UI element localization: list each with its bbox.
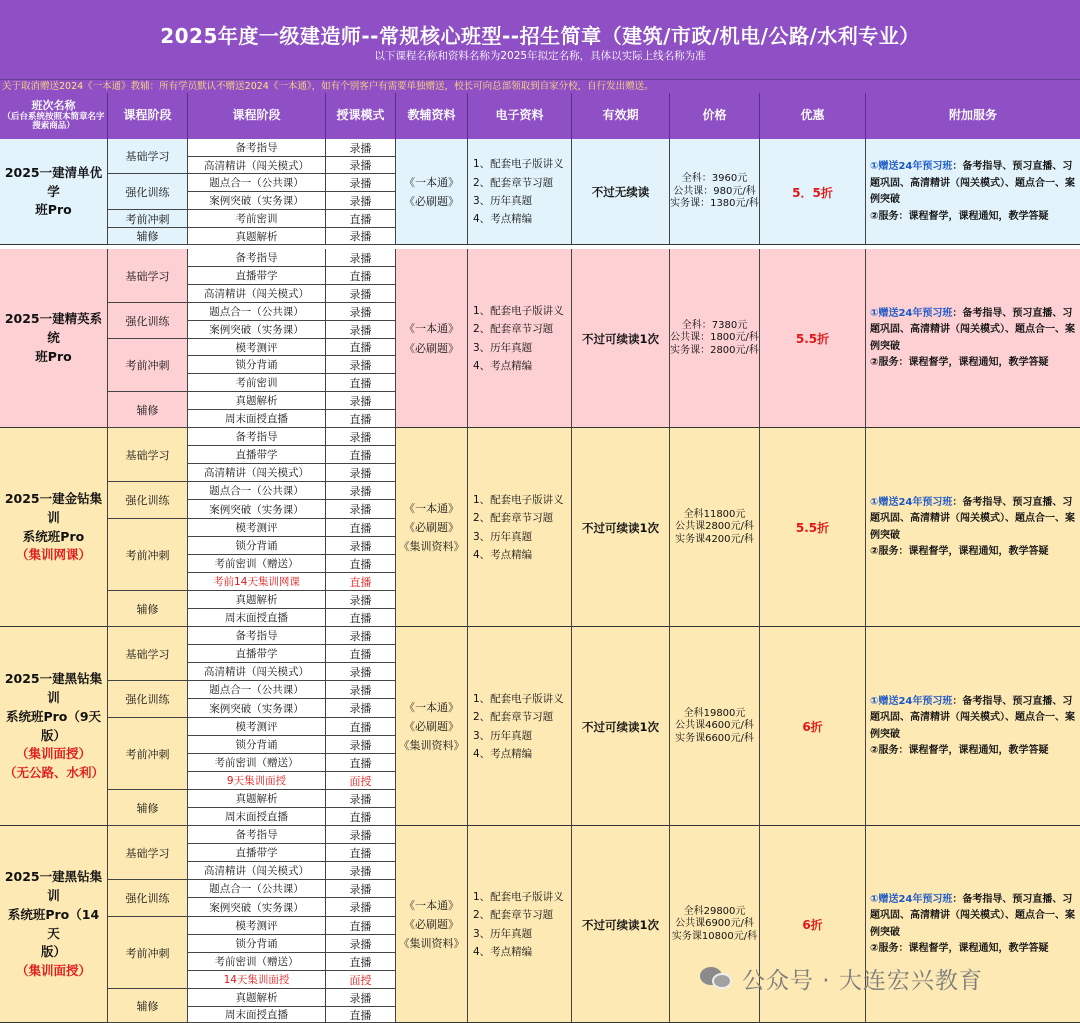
edoc-item: 4、考点精编 xyxy=(473,747,533,760)
price-line: 公共课6900元/科 xyxy=(675,918,754,930)
course-cell: 直播带学 xyxy=(188,844,326,862)
price-cell xyxy=(670,139,760,245)
service-gift-label: ①赠送24年预习班 xyxy=(870,893,953,905)
course-cell: 题点合一（公共课） xyxy=(188,303,326,321)
course-cell: 高清精讲（闯关模式） xyxy=(188,663,326,681)
service-gift xyxy=(870,306,1076,356)
course-cell: 真题解析 xyxy=(188,790,326,808)
mode-cell: 录播 xyxy=(326,482,396,500)
stage-label: 基础学习 xyxy=(125,647,170,661)
mode-cell: 直播 xyxy=(326,339,396,356)
stage-cell xyxy=(108,392,188,428)
service-cell xyxy=(866,139,1080,245)
stage-cell xyxy=(108,880,188,917)
watermark xyxy=(700,958,983,998)
service-support: ②服务：课程督学，课程通知，教学答疑 xyxy=(870,210,1049,222)
mode-cell: 直播 xyxy=(326,754,396,772)
mode-cell: 直播 xyxy=(326,573,396,591)
stage-cell xyxy=(108,519,188,591)
stage-cell xyxy=(108,917,188,989)
stage-label: 考前冲刺 xyxy=(125,212,170,226)
stage-label: 考前冲刺 xyxy=(125,548,170,562)
col-stage: 课程阶段 xyxy=(108,93,188,139)
service-gift-label: ①赠送24年预习班 xyxy=(870,695,953,707)
mode-cell: 录播 xyxy=(326,464,396,482)
class-name-tag: （集训网课） xyxy=(15,547,91,563)
mode-cell: 录播 xyxy=(326,681,396,699)
book-item: 《集训资料》 xyxy=(398,937,465,951)
mode-cell: 录播 xyxy=(326,356,396,374)
stage-cell xyxy=(108,482,188,519)
stage-cell xyxy=(108,718,188,790)
mode-cell: 录播 xyxy=(326,898,396,917)
price-cell xyxy=(670,627,760,826)
col-course: 课程阶段 xyxy=(188,93,326,139)
course-cell: 考前密训 xyxy=(188,374,326,392)
mode-cell: 录播 xyxy=(326,228,396,245)
course-cell: 高清精讲（闯关模式） xyxy=(188,285,326,303)
course-cell: 题点合一（公共课） xyxy=(188,880,326,898)
course-cell: 周末面授直播 xyxy=(188,410,326,428)
col-books: 教辅资料 xyxy=(396,93,468,139)
mode-cell: 直播 xyxy=(326,1007,396,1023)
validity-cell: 不过可续读1次 xyxy=(572,627,670,826)
book-item: 《一本通》 xyxy=(404,700,459,714)
course-cell: 案例突破（实务课） xyxy=(188,699,326,718)
class-name-line: 2025一建黑钻集训 xyxy=(4,869,103,903)
mode-cell: 录播 xyxy=(326,537,396,555)
mode-cell: 录播 xyxy=(326,192,396,210)
edoc-item: 2、配套章节习题 xyxy=(473,323,554,336)
mode-cell: 录播 xyxy=(326,174,396,192)
class-name-line: 2025一建金钻集训 xyxy=(4,491,103,525)
book-item: 《集训资料》 xyxy=(398,739,465,753)
watermark-text: 公众号 · 大连宏兴教育 xyxy=(742,967,983,994)
price-cell xyxy=(670,249,760,428)
page-header xyxy=(0,0,1080,80)
stage-cell xyxy=(108,303,188,339)
service-gift xyxy=(870,892,1076,942)
mode-cell: 录播 xyxy=(326,285,396,303)
course-cell: 考前密训 xyxy=(188,210,326,228)
stage-cell xyxy=(108,139,188,174)
course-cell: 14天集训面授 xyxy=(188,971,326,989)
col-price: 价格 xyxy=(670,93,760,139)
price-line: 实务课：1380元/科 xyxy=(670,198,759,210)
course-cell: 案例突破（实务课） xyxy=(188,898,326,917)
mode-cell: 直播 xyxy=(326,808,396,826)
course-cell: 真题解析 xyxy=(188,392,326,410)
edoc-item: 3、历年真题 xyxy=(473,530,533,543)
service-gift xyxy=(870,694,1076,744)
col-discount: 优惠 xyxy=(760,93,866,139)
stage-cell xyxy=(108,591,188,627)
stage-label: 强化训练 xyxy=(125,693,170,706)
mode-cell: 面授 xyxy=(326,772,396,790)
price-line: 公共课4600元/科 xyxy=(675,720,754,732)
course-cell: 周末面授直播 xyxy=(188,1007,326,1023)
validity-cell: 不过可续读1次 xyxy=(572,428,670,627)
col-class-name-label: 班次名称 xyxy=(31,98,76,112)
course-cell: 模考测评 xyxy=(188,718,326,736)
books-cell xyxy=(396,249,468,428)
price-line: 公共课：1800元/科 xyxy=(670,332,759,344)
service-text xyxy=(870,159,1076,225)
edoc-item: 1、配套电子版讲义 xyxy=(473,493,564,506)
stage-label: 辅修 xyxy=(136,230,159,243)
course-cell: 案例突破（实务课） xyxy=(188,321,326,339)
class-block xyxy=(0,627,1080,826)
price-line: 公共课：980元/科 xyxy=(673,185,756,197)
class-name-cell xyxy=(0,826,108,1023)
price-line: 实务课10800元/科 xyxy=(671,930,758,942)
course-cell: 备考指导 xyxy=(188,428,326,446)
class-name-line: 版） xyxy=(40,727,66,743)
edoc-item: 1、配套电子版讲义 xyxy=(473,304,564,317)
mode-cell: 直播 xyxy=(326,645,396,663)
edoc-item: 2、配套章节习题 xyxy=(473,711,554,724)
course-cell: 锁分背诵 xyxy=(188,736,326,754)
wechat-icon xyxy=(700,963,734,993)
page-title: 2025年度一级建造师--常规核心班型--招生简章（建筑/市政/机电/公路/水利专业） xyxy=(160,24,920,48)
mode-cell: 录播 xyxy=(326,249,396,267)
stage-cell xyxy=(108,826,188,880)
edocs-cell xyxy=(468,627,572,826)
stage-label: 强化训练 xyxy=(125,494,170,507)
service-gift-items: ：备考指导、预习直播、习题巩固、高清精讲（闯关模式）、题点合一、案例突破 xyxy=(870,161,1075,206)
service-support: ②服务：课程督学，课程通知，教学答疑 xyxy=(870,745,1049,757)
service-support: ②服务：课程督学，课程通知，教学答疑 xyxy=(870,943,1049,954)
edoc-item: 3、历年真题 xyxy=(473,341,533,354)
stage-label: 辅修 xyxy=(136,602,159,616)
stage-label: 辅修 xyxy=(136,999,159,1013)
class-name-tag: （集训面授） xyxy=(15,963,91,978)
book-item: 《一本通》 xyxy=(404,501,459,515)
price-line: 全科19800元 xyxy=(683,707,746,719)
course-cell: 高清精讲（闯关模式） xyxy=(188,464,326,482)
price-line: 全科29800元 xyxy=(683,905,746,917)
col-service: 附加服务 xyxy=(948,108,997,123)
stage-label: 辅修 xyxy=(136,801,159,815)
stage-cell xyxy=(108,681,188,718)
service-text xyxy=(870,892,1076,958)
service-gift-items: ：备考指导、预习直播、习题巩固、高清精讲（闯关模式）、题点合一、案例突破 xyxy=(870,695,1075,740)
mode-cell: 直播 xyxy=(326,410,396,428)
col-class-name-note: （后台系统按照本简章名字搜索商品） xyxy=(2,111,105,132)
class-name-line: 版） xyxy=(40,944,66,960)
mode-cell: 直播 xyxy=(326,210,396,228)
service-gift xyxy=(870,159,1076,209)
mode-cell: 录播 xyxy=(326,699,396,718)
mode-cell: 录播 xyxy=(326,428,396,446)
service-gift-label: ①赠送24年预习班 xyxy=(870,161,953,173)
service-gift-label: ①赠送24年预习班 xyxy=(870,307,953,319)
price-line: 全科：7380元 xyxy=(681,319,748,331)
stage-cell xyxy=(108,428,188,482)
class-name-tag: （无公路、水利） xyxy=(4,765,105,781)
course-cell: 锁分背诵 xyxy=(188,935,326,953)
class-name-cell xyxy=(0,139,108,245)
class-name-line: 班Pro xyxy=(35,348,72,364)
course-cell: 考前密训（赠送） xyxy=(188,953,326,971)
course-cell: 周末面授直播 xyxy=(188,609,326,627)
validity-cell: 不过可续读1次 xyxy=(572,826,670,1023)
mode-cell: 录播 xyxy=(326,139,396,157)
mode-cell: 面授 xyxy=(326,971,396,989)
mode-cell: 直播 xyxy=(326,555,396,573)
col-class-name xyxy=(0,93,108,139)
mode-cell: 直播 xyxy=(326,917,396,935)
course-cell: 9天集训面授 xyxy=(188,772,326,790)
edoc-item: 1、配套电子版讲义 xyxy=(473,692,564,705)
books-cell xyxy=(396,139,468,245)
edoc-item: 1、配套电子版讲义 xyxy=(473,158,564,171)
stage-label: 强化训练 xyxy=(125,892,170,905)
course-cell: 备考指导 xyxy=(188,627,326,645)
course-cell: 周末面授直播 xyxy=(188,808,326,826)
course-cell: 考前密训（赠送） xyxy=(188,754,326,772)
price-cell xyxy=(670,428,760,627)
course-cell: 高清精讲（闯关模式） xyxy=(188,157,326,174)
mode-cell: 录播 xyxy=(326,790,396,808)
course-cell: 案例突破（实务课） xyxy=(188,500,326,519)
stage-label: 考前冲刺 xyxy=(125,747,170,761)
col-mode: 授课模式 xyxy=(326,93,396,139)
price-line: 实务课6600元/科 xyxy=(675,732,754,744)
service-gift-items: ：备考指导、预习直播、习题巩固、高清精讲（闯关模式）、题点合一、案例突破 xyxy=(870,496,1075,541)
mode-cell: 直播 xyxy=(326,519,396,537)
course-cell: 题点合一（公共课） xyxy=(188,482,326,500)
book-item: 《必刷题》 xyxy=(404,195,459,209)
mode-cell: 录播 xyxy=(326,591,396,609)
course-cell: 模考测评 xyxy=(188,519,326,537)
discount-cell: 6折 xyxy=(760,627,866,826)
course-cell: 真题解析 xyxy=(188,989,326,1007)
books-cell xyxy=(396,826,468,1023)
course-cell: 案例突破（实务课） xyxy=(188,192,326,210)
class-name-line: 系统班Pro（9天 xyxy=(5,708,102,724)
mode-cell: 录播 xyxy=(326,880,396,898)
course-cell: 备考指导 xyxy=(188,139,326,157)
class-name-line: 2025一建清单优学 xyxy=(4,164,103,199)
col-edocs: 电子资料 xyxy=(468,93,572,139)
service-text xyxy=(870,495,1076,561)
course-cell: 直播带学 xyxy=(188,446,326,464)
course-cell: 模考测评 xyxy=(188,917,326,935)
books-cell xyxy=(396,627,468,826)
book-item: 《必刷题》 xyxy=(404,917,459,931)
edocs-cell xyxy=(468,826,572,1023)
class-name-line: 2025一建黑钻集训 xyxy=(4,671,103,706)
mode-cell: 直播 xyxy=(326,718,396,736)
edocs-cell xyxy=(468,428,572,627)
mode-cell: 录播 xyxy=(326,736,396,754)
book-item: 《必刷题》 xyxy=(404,719,459,733)
stage-label: 基础学习 xyxy=(125,150,170,163)
validity-cell: 不过无续读 xyxy=(572,139,670,245)
stage-label: 基础学习 xyxy=(125,846,170,860)
course-cell: 真题解析 xyxy=(188,591,326,609)
price-line: 实务课4200元/科 xyxy=(675,533,754,545)
edoc-item: 4、考点精编 xyxy=(473,213,533,226)
course-cell: 题点合一（公共课） xyxy=(188,174,326,192)
service-cell xyxy=(866,627,1080,826)
stage-cell xyxy=(108,339,188,392)
stage-cell xyxy=(108,174,188,210)
service-text xyxy=(870,694,1076,760)
mode-cell: 录播 xyxy=(326,663,396,681)
book-item: 《一本通》 xyxy=(404,322,459,336)
class-name-line: 系统班Pro（14天 xyxy=(7,906,100,941)
mode-cell: 录播 xyxy=(326,989,396,1007)
mode-cell: 录播 xyxy=(326,935,396,953)
mode-cell: 录播 xyxy=(326,826,396,844)
course-cell: 直播带学 xyxy=(188,267,326,285)
edoc-item: 2、配套章节习题 xyxy=(473,176,554,189)
stage-label: 考前冲刺 xyxy=(125,359,170,372)
course-cell: 高清精讲（闯关模式） xyxy=(188,862,326,880)
service-support: ②服务：课程督学，课程通知，教学答疑 xyxy=(870,546,1049,558)
edoc-item: 4、考点精编 xyxy=(473,548,533,561)
class-name-cell xyxy=(0,428,108,627)
price-line: 全科：3960元 xyxy=(681,173,748,185)
stage-label: 强化训练 xyxy=(125,185,170,199)
book-item: 《一本通》 xyxy=(404,175,459,189)
page-subtitle: 以下课程名称和资料名称为2025年拟定名称，具体以实际上线名称为准 xyxy=(374,50,706,62)
class-block xyxy=(0,139,1080,245)
class-name-line: 系统班Pro xyxy=(22,528,85,544)
discount-cell: 6折 xyxy=(760,826,866,1023)
class-name-cell xyxy=(0,249,108,428)
edocs-cell xyxy=(468,139,572,245)
discount-cell: 5．5折 xyxy=(760,139,866,245)
col-validity: 有效期 xyxy=(572,93,670,139)
book-item: 《集训资料》 xyxy=(398,540,465,554)
class-name-tag: （集训面授） xyxy=(15,746,91,762)
mode-cell: 录播 xyxy=(326,303,396,321)
course-cell: 考前14天集训网课 xyxy=(188,573,326,591)
stage-label: 考前冲刺 xyxy=(125,946,170,960)
service-text xyxy=(870,306,1076,372)
stage-cell xyxy=(108,790,188,826)
discount-cell: 5.5折 xyxy=(760,249,866,428)
mode-cell: 直播 xyxy=(326,267,396,285)
course-cell: 真题解析 xyxy=(188,228,326,245)
class-name-line: 2025一建精英系统 xyxy=(4,311,103,346)
book-item: 《必刷题》 xyxy=(404,341,459,355)
course-cell: 题点合一（公共课） xyxy=(188,681,326,699)
course-cell: 模考测评 xyxy=(188,339,326,356)
mode-cell: 录播 xyxy=(326,392,396,410)
stage-cell xyxy=(108,989,188,1023)
class-name-cell xyxy=(0,627,108,826)
service-cell xyxy=(866,249,1080,428)
course-cell: 备考指导 xyxy=(188,249,326,267)
mode-cell: 直播 xyxy=(326,374,396,392)
mode-cell: 录播 xyxy=(326,500,396,519)
course-cell: 备考指导 xyxy=(188,826,326,844)
class-block xyxy=(0,249,1080,428)
discount-cell: 5.5折 xyxy=(760,428,866,627)
class-name-line: 班Pro xyxy=(35,202,72,218)
price-line: 实务课：2800元/科 xyxy=(670,344,759,356)
mode-cell: 录播 xyxy=(326,862,396,880)
stage-label: 辅修 xyxy=(136,403,159,417)
edoc-item: 3、历年真题 xyxy=(473,927,533,940)
mode-cell: 直播 xyxy=(326,953,396,971)
mode-cell: 直播 xyxy=(326,844,396,862)
mode-cell: 录播 xyxy=(326,627,396,645)
price-line: 全科11800元 xyxy=(683,508,746,520)
service-gift-items: ：备考指导、预习直播、习题巩固、高清精讲（闯关模式）、题点合一、案例突破 xyxy=(870,307,1075,352)
course-cell: 锁分背诵 xyxy=(188,537,326,555)
mode-cell: 录播 xyxy=(326,321,396,339)
edoc-item: 2、配套章节习题 xyxy=(473,512,554,525)
stage-label: 强化训练 xyxy=(125,314,170,328)
stage-cell xyxy=(108,228,188,245)
edoc-item: 1、配套电子版讲义 xyxy=(473,890,564,903)
course-cell: 直播带学 xyxy=(188,645,326,663)
mode-cell: 录播 xyxy=(326,157,396,174)
stage-label: 基础学习 xyxy=(125,448,170,462)
stage-label: 基础学习 xyxy=(125,269,170,283)
service-cell xyxy=(866,428,1080,627)
service-gift-items: ：备考指导、预习直播、习题巩固、高清精讲（闯关模式）、题点合一、案例突破 xyxy=(870,893,1075,938)
edoc-item: 2、配套章节习题 xyxy=(473,909,554,922)
course-cell: 锁分背诵 xyxy=(188,356,326,374)
service-support: ②服务：课程督学，课程通知，教学答疑 xyxy=(870,357,1049,368)
service-gift-label: ①赠送24年预习班 xyxy=(870,496,953,508)
notice-bar: 关于取消赠送2024《一本通》教辅：所有学员默认不赠送2024《一本通》，如有个别客户有需要单独赠送，校长可向总部领取到自家分校，自行发出赠送。 xyxy=(0,80,1080,93)
stage-cell xyxy=(108,627,188,681)
edocs-cell xyxy=(468,249,572,428)
stage-cell xyxy=(108,210,188,228)
service-gift xyxy=(870,495,1076,545)
course-cell: 考前密训（赠送） xyxy=(188,555,326,573)
table-header xyxy=(0,93,1080,139)
books-cell xyxy=(396,428,468,627)
mode-cell: 直播 xyxy=(326,609,396,627)
edoc-item: 4、考点精编 xyxy=(473,945,533,958)
mode-cell: 直播 xyxy=(326,446,396,464)
edoc-item: 3、历年真题 xyxy=(473,195,533,208)
price-line: 公共课2800元/科 xyxy=(675,521,754,533)
book-item: 《一本通》 xyxy=(404,898,459,912)
class-block xyxy=(0,428,1080,627)
book-item: 《必刷题》 xyxy=(404,520,459,534)
edoc-item: 3、历年真题 xyxy=(473,729,533,742)
validity-cell: 不过可续读1次 xyxy=(572,249,670,428)
stage-cell xyxy=(108,249,188,303)
edoc-item: 4、考点精编 xyxy=(473,359,533,372)
